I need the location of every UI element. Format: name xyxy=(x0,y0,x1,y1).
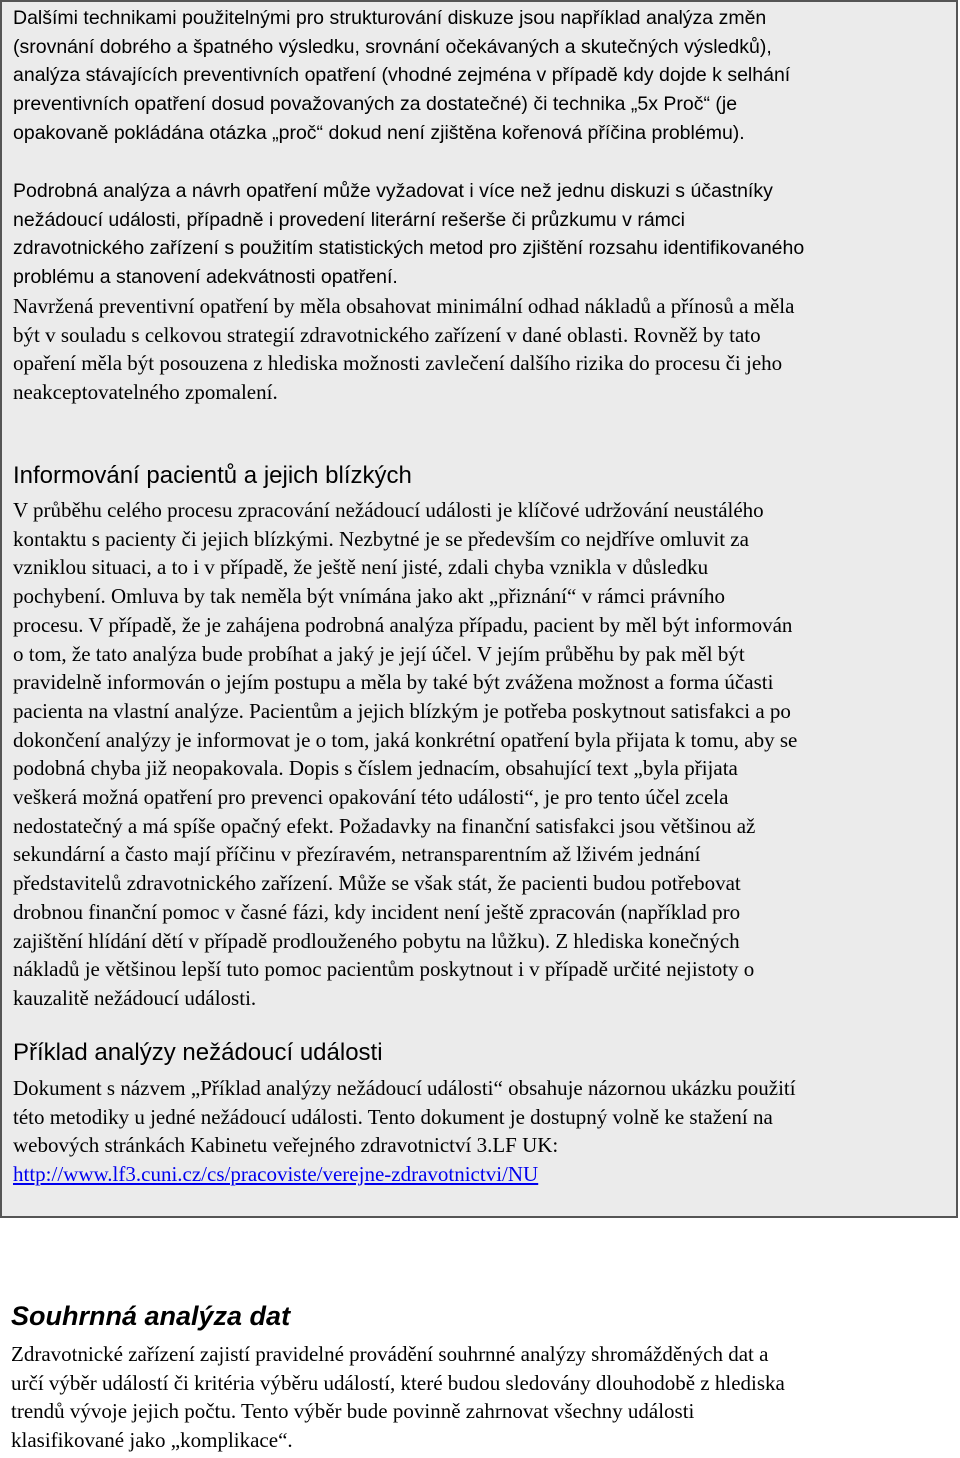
example-paragraph xyxy=(13,1074,949,1189)
example-heading: Příklad analýzy nežádoucí události xyxy=(13,1039,383,1066)
analysis-paragraph: Podrobná analýza a návrh opatření může vyžadovat i více než jednu diskuzi s účastníky nežádoucí události, případně i provedení literární rešerše či průzkumu v rámci zdravotnického zařízení s použitím statistických metod pro zjištění rozsahu identifikovaného problému a stanovení adekvátnosti opatření. xyxy=(13,180,805,289)
summary-paragraph: Zdravotnické zařízení zajistí pravidelné provádění souhrnné analýzy shromážděných dat a určí výběr událostí či kritéria výběru událostí, které budou sledovány dlouhodobě z hlediska trendů vývoje jejich počtu. Tento výběr bude povinně zahrnovat všechny události klasifikované jako „komplikace“. xyxy=(11,1342,785,1453)
patients-paragraph: V průběhu celého procesu zpracování nežádoucí události je klíčové udržování neustálého kontaktu s pacienty či jejich blízkými. Nezbytné je se především co nejdříve omluvit za vzniklou situaci, a to i v případě, že ještě není jisté, zdali chyba vznikla v důsledku pochybení. Omluva by tak neměla být vnímána jako akt „přiznání“ v rámci právního procesu. V případě, že je zahájena podrobná analýza případu, pacient by měl být informován o tom, že tato analýza bude probíhat a jaký je její účel. V jejím průběhu by pak měl být pravidelně informován o jejím postupu a měla by také být zvážena možnost a forma účasti pacienta na vlastní analýze. Pacientům a jejich blízkým je potřeba poskytnout satisfakci a po dokončení analýzy je informovat je o tom, jaká konkrétní opatření byla přijata k tomu, aby se podobná chyba již neopakovala. Dopis s číslem jednacím, obsahující text „byla přijata veškerá možná opatření pro prevenci opakování této události“, je pro tento účel zcela nedostatečný a má spíše opačný efekt. Požadavky na finanční satisfakci jsou většinou až sekundární a často mají příčinu v přezíravém, netransparentním až lživém jednání představitelů zdravotnického zařízení. Může se však stát, že pacienti budou potřebovat drobnou finanční pomoc v časné fázi, kdy incident není ještě zpracován (například pro zajištění hlídání dětí v případě prodlouženého pobytu na lůžku). Z hlediska konečných nákladů je většinou lepší tuto pomoc pacientům poskytnout i v případě určité nejistoty o kauzalitě nežádoucí události. xyxy=(13,498,798,1010)
example-paragraph-text: Dokument s názvem „Příklad analýzy nežádoucí události“ obsahuje názornou ukázku použití této metodiky u jedné nežádoucí události. Tento dokument je dostupný volně ke stažení na webových stránkách Kabinetu veřejného zdravotnictví 3.LF UK: xyxy=(13,1076,796,1158)
measures-paragraph: Navržená preventivní opatření by měla obsahovat minimální odhad nákladů a přínosů a měla být v souladu s celkovou strategií zdravotnického zařízení v dané oblasti. Rovněž by tato opaření měla být posouzena z hlediska možnosti zavlečení dalšího rizika do procesu či jeho neakceptovatelného zpomalení. xyxy=(13,294,795,405)
intro-paragraph: Dalšími technikami použitelnými pro strukturování diskuze jsou například analýza změn (srovnání dobrého a špatného výsledku, srovnání očekávaných a skutečných výsledků), analýza stávajících preventivních opatření (vhodné zejména v případě kdy dojde k selhání preventivních opatření dosud považovaných za dostatečné) či technika „5x Proč“ (je opakovaně pokládána otázka „proč“ dokud není zjištěna kořenová příčina problému). xyxy=(13,7,791,144)
summary-heading: Souhrnná analýza dat xyxy=(11,1301,291,1331)
patients-heading: Informování pacientů a jejich blízkých xyxy=(13,462,412,489)
example-link[interactable]: http://www.lf3.cuni.cz/cs/pracoviste/verejne-zdravotnictvi/NU xyxy=(13,1162,539,1187)
